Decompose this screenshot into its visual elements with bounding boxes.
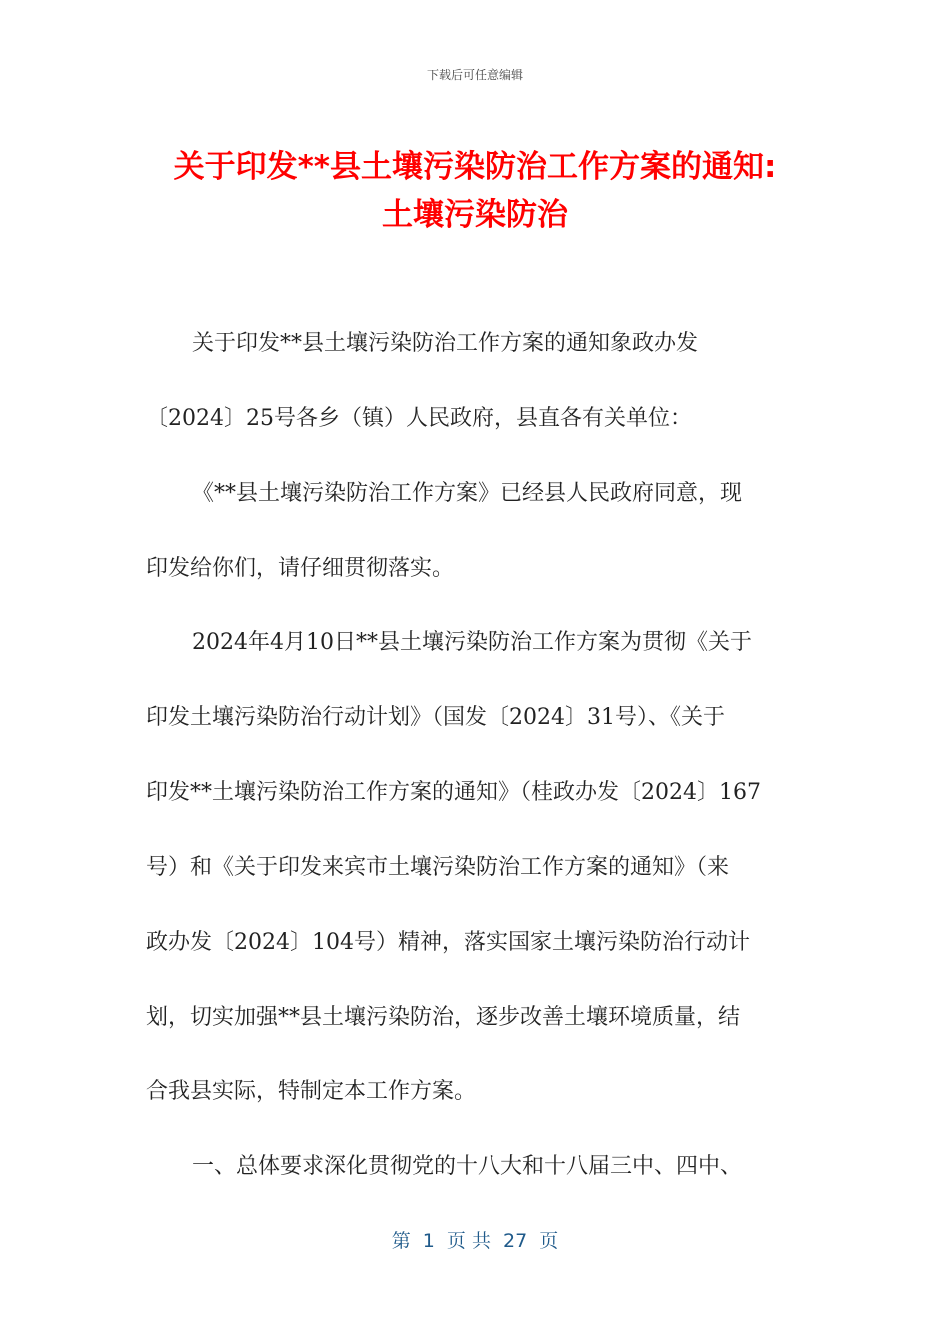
body-line: 号）和《关于印发来宾市土壤污染防治工作方案的通知》（来 [146,855,730,880]
body-line: 政办发〔2024〕104号）精神，落实国家土壤污染防治行动计 [146,930,750,955]
title-line-2: 土壤污染防治 [382,197,568,233]
document-title [100,143,850,239]
body-line: 划，切实加强**县土壤污染防治，逐步改善土壤环境质量，结 [146,1005,741,1030]
body-line: 印发给你们，请仔细贯彻落实。 [146,556,455,581]
body-line: 关于印发**县土壤污染防治工作方案的通知象政办发 [192,331,699,356]
title-line-1: 关于印发**县土壤污染防治工作方案的通知: [173,149,777,185]
page-footer: 第 1 页 共 27 页 [391,1230,559,1252]
body-line: 合我县实际，特制定本工作方案。 [146,1079,477,1104]
body-line: 2024年4月10日**县土壤污染防治工作方案为贯彻《关于 [192,630,752,655]
body-line: 〔2024〕25号各乡（镇）人民政府，县直各有关单位： [146,406,692,431]
body-line: 《**县土壤污染防治工作方案》已经县人民政府同意，现 [192,481,743,506]
header-note: 下载后可任意编辑 [426,68,523,82]
body-line: 一、总体要求深化贯彻党的十八大和十八届三中、四中、 [192,1154,743,1179]
body-line: 印发**土壤污染防治工作方案的通知》（桂政办发〔2024〕167 [146,780,761,805]
body-line: 印发土壤污染防治行动计划》（国发〔2024〕31号）、《关于 [146,705,725,730]
